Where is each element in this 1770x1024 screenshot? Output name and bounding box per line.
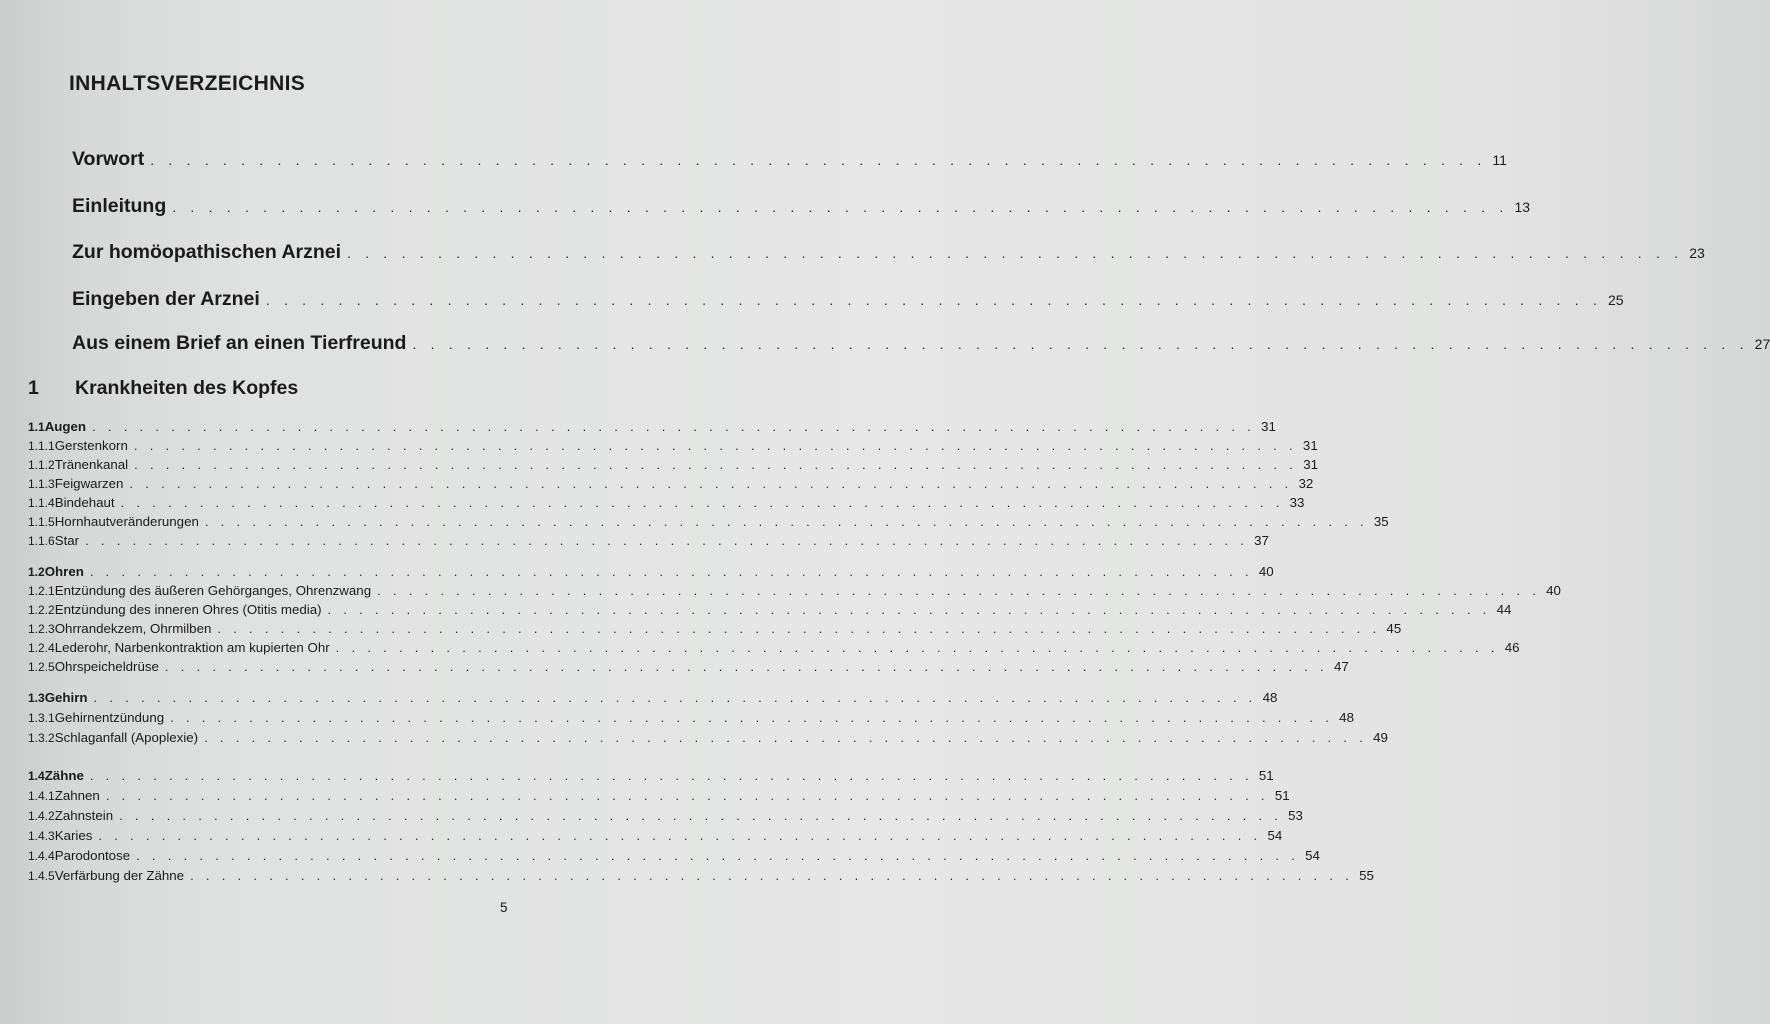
section-page: 48: [1262, 690, 1278, 705]
section-label: Gehirnentzündung: [54, 710, 165, 725]
leader-dots: . . . . . . . . . . . . . . . . . . . . . . . . . . . . . . . . . . . . . . . . . . . . . . . . . . . . . . . . . . . . . . . . . . . . . . . . . .: [136, 848, 1300, 863]
toc-subsection: [28, 583, 1561, 598]
section-number: 1.4.2: [28, 809, 55, 823]
section-number: 1.4.4: [28, 849, 55, 863]
toc-entry-arznei: [72, 241, 1705, 264]
section-number: 1.1.1: [28, 439, 55, 453]
section-page: 55: [1359, 868, 1374, 883]
section-page: 40: [1258, 564, 1274, 579]
toc-subsection: [28, 848, 1320, 863]
toc-subsection: [28, 533, 1269, 548]
section-number: 1.3.1: [28, 711, 55, 725]
toc-subsection: [28, 495, 1305, 510]
section-number: 1.1.2: [28, 458, 55, 472]
section-label: Entzündung des inneren Ohres (Otitis media): [54, 602, 322, 617]
chapter-heading: [28, 377, 298, 400]
section-number: 1.4: [28, 769, 45, 783]
toc-subsection: [28, 788, 1290, 803]
section-number: 1.4.1: [28, 789, 55, 803]
leader-dots: . . . . . . . . . . . . . . . . . . . . . . . . . . . . . . . . . . . . . . . . . . . . . . . . . . . . . . . . . . . . . . . . . . . . . . . . . .: [92, 419, 1256, 434]
section-number: 1.2.3: [28, 622, 55, 636]
toc-entry-eingeben: [72, 288, 1624, 311]
section-number: 1.1.4: [28, 496, 55, 510]
section-label: Zahnstein: [54, 808, 114, 823]
section-page: 54: [1267, 828, 1283, 843]
section-page: 32: [1298, 476, 1314, 491]
section-label: Verfärbung der Zähne: [54, 868, 185, 883]
section-label: Parodontose: [54, 848, 131, 863]
leader-dots: . . . . . . . . . . . . . . . . . . . . . . . . . . . . . . . . . . . . . . . . . . . . . . . . . . . . . . . . . . . . . . . . . . . . . . . . . .: [190, 868, 1354, 883]
toc-subsection: [28, 640, 1520, 655]
section-label: Ohrrandekzem, Ohrmilben: [54, 621, 212, 636]
toc-entry-einleitung: [72, 195, 1531, 218]
section-page: 33: [1289, 495, 1305, 510]
section-label: Zähne: [44, 768, 84, 783]
leader-dots: . . . . . . . . . . . . . . . . . . . . . . . . . . . . . . . . . . . . . . . . . . . . . . . . . . . . . . . . . . . . . . . . . . . . . . . . . .: [204, 514, 1368, 529]
section-label: Zahnen: [54, 788, 100, 803]
toc-subsection: [28, 659, 1349, 674]
page-title: INHALTSVERZEICHNIS: [69, 72, 306, 95]
toc-entry-label: Eingeben der Arznei: [72, 288, 260, 310]
toc-entry-page: 25: [1608, 292, 1624, 308]
leader-dots: . . . . . . . . . . . . . . . . . . . . . . . . . . . . . . . . . . . . . . . . . . . . . . . . . . . . . . . . . . . . . . . . . . . . . . . . . .: [172, 199, 1509, 215]
toc-entry-page: 23: [1689, 245, 1705, 261]
leader-dots: . . . . . . . . . . . . . . . . . . . . . . . . . . . . . . . . . . . . . . . . . . . . . . . . . . . . . . . . . . . . . . . . . . . . . . . . . .: [105, 788, 1269, 803]
toc-subsection: [28, 457, 1318, 472]
section-page: 37: [1254, 533, 1269, 548]
section-label: Feigwarzen: [54, 476, 124, 491]
page-number: 5: [500, 900, 508, 915]
leader-dots: . . . . . . . . . . . . . . . . . . . . . . . . . . . . . . . . . . . . . . . . . . . . . . . . . . . . . . . . . . . . . . . . . . . . . . . . . .: [335, 640, 1499, 655]
leader-dots: . . . . . . . . . . . . . . . . . . . . . . . . . . . . . . . . . . . . . . . . . . . . . . . . . . . . . . . . . . . . . . . . . . . . . . . . . .: [150, 152, 1487, 168]
toc-subsection: [28, 828, 1283, 843]
leader-dots: . . . . . . . . . . . . . . . . . . . . . . . . . . . . . . . . . . . . . . . . . . . . . . . . . . . . . . . . . . . . . . . . . . . . . . . . . .: [412, 336, 1749, 352]
chapter-title: Krankheiten des Kopfes: [75, 377, 299, 399]
leader-dots: . . . . . . . . . . . . . . . . . . . . . . . . . . . . . . . . . . . . . . . . . . . . . . . . . . . . . . . . . . . . . . . . . . . . . . . . . .: [89, 768, 1253, 783]
toc-entry-page: 27: [1754, 336, 1770, 352]
section-number: 1.4.5: [28, 869, 55, 883]
section-number: 1.4.3: [28, 829, 55, 843]
leader-dots: . . . . . . . . . . . . . . . . . . . . . . . . . . . . . . . . . . . . . . . . . . . . . . . . . . . . . . . . . . . . . . . . . . . . . . . . . .: [170, 710, 1334, 725]
section-label: Karies: [54, 828, 93, 843]
section-label: Ohren: [44, 564, 84, 579]
section-number: 1.1: [28, 420, 45, 434]
leader-dots: . . . . . . . . . . . . . . . . . . . . . . . . . . . . . . . . . . . . . . . . . . . . . . . . . . . . . . . . . . . . . . . . . . . . . . . . . .: [377, 583, 1541, 598]
toc-subsection: [28, 710, 1354, 725]
section-page: 47: [1333, 659, 1349, 674]
toc-section: [28, 690, 1278, 705]
toc-subsection: [28, 868, 1374, 883]
section-page: 31: [1302, 438, 1318, 453]
toc-entry-label: Einleitung: [72, 195, 167, 217]
section-page: 31: [1303, 457, 1318, 472]
leader-dots: . . . . . . . . . . . . . . . . . . . . . . . . . . . . . . . . . . . . . . . . . . . . . . . . . . . . . . . . . . . . . . . . . . . . . . . . . .: [129, 476, 1293, 491]
section-label: Gehirn: [44, 690, 88, 705]
toc-section: [28, 419, 1276, 434]
leader-dots: . . . . . . . . . . . . . . . . . . . . . . . . . . . . . . . . . . . . . . . . . . . . . . . . . . . . . . . . . . . . . . . . . . . . . . . . . .: [85, 533, 1249, 548]
toc-entry-vorwort: [72, 148, 1507, 171]
section-page: 35: [1373, 514, 1389, 529]
section-number: 1.2.1: [28, 584, 55, 598]
leader-dots: . . . . . . . . . . . . . . . . . . . . . . . . . . . . . . . . . . . . . . . . . . . . . . . . . . . . . . . . . . . . . . . . . . . . . . . . . .: [119, 808, 1283, 823]
leader-dots: . . . . . . . . . . . . . . . . . . . . . . . . . . . . . . . . . . . . . . . . . . . . . . . . . . . . . . . . . . . . . . . . . . . . . . . . . .: [265, 292, 1602, 308]
section-page: 53: [1288, 808, 1303, 823]
section-page: 44: [1496, 602, 1512, 617]
section-page: 31: [1261, 419, 1276, 434]
toc-section: [28, 768, 1274, 783]
toc-section: [28, 564, 1274, 579]
leader-dots: . . . . . . . . . . . . . . . . . . . . . . . . . . . . . . . . . . . . . . . . . . . . . . . . . . . . . . . . . . . . . . . . . . . . . . . . . .: [347, 245, 1684, 261]
leader-dots: . . . . . . . . . . . . . . . . . . . . . . . . . . . . . . . . . . . . . . . . . . . . . . . . . . . . . . . . . . . . . . . . . . . . . . . . . .: [93, 690, 1257, 705]
chapter-number: 1: [28, 377, 39, 399]
toc-entry-label: Aus einem Brief an einen Tierfreund: [72, 332, 407, 354]
section-number: 1.1.3: [28, 477, 55, 491]
toc-subsection: [28, 621, 1402, 636]
toc-subsection: [28, 602, 1512, 617]
toc-subsection: [28, 438, 1318, 453]
section-label: Gerstenkorn: [54, 438, 128, 453]
section-page: 45: [1386, 621, 1402, 636]
section-label: Schlaganfall (Apoplexie): [54, 730, 199, 745]
section-label: Tränenkanal: [54, 457, 129, 472]
section-page: 48: [1339, 710, 1354, 725]
section-number: 1.2.2: [28, 603, 55, 617]
toc-subsection: [28, 730, 1388, 745]
section-number: 1.2.4: [28, 641, 55, 655]
toc-entry-brief: [72, 332, 1770, 355]
section-page: 54: [1305, 848, 1320, 863]
leader-dots: . . . . . . . . . . . . . . . . . . . . . . . . . . . . . . . . . . . . . . . . . . . . . . . . . . . . . . . . . . . . . . . . . . . . . . . . . .: [89, 564, 1253, 579]
section-number: 1.1.6: [28, 534, 55, 548]
section-number: 1.3: [28, 691, 45, 705]
leader-dots: . . . . . . . . . . . . . . . . . . . . . . . . . . . . . . . . . . . . . . . . . . . . . . . . . . . . . . . . . . . . . . . . . . . . . . . . . .: [327, 602, 1491, 617]
section-number: 1.2.5: [28, 660, 55, 674]
section-page: 51: [1258, 768, 1274, 783]
section-number: 1.2: [28, 565, 45, 579]
toc-subsection: [28, 514, 1389, 529]
leader-dots: . . . . . . . . . . . . . . . . . . . . . . . . . . . . . . . . . . . . . . . . . . . . . . . . . . . . . . . . . . . . . . . . . . . . . . . . . .: [98, 828, 1262, 843]
section-label: Augen: [44, 419, 87, 434]
section-page: 51: [1274, 788, 1290, 803]
section-label: Ohrspeicheldrüse: [54, 659, 159, 674]
toc-entry-label: Zur homöopathischen Arznei: [72, 241, 342, 263]
toc-entry-page: 13: [1514, 199, 1531, 215]
section-page: 40: [1546, 583, 1561, 598]
section-number: 1.1.5: [28, 515, 55, 529]
toc-subsection: [28, 808, 1303, 823]
section-label: Star: [54, 533, 80, 548]
leader-dots: . . . . . . . . . . . . . . . . . . . . . . . . . . . . . . . . . . . . . . . . . . . . . . . . . . . . . . . . . . . . . . . . . . . . . . . . . .: [204, 730, 1368, 745]
section-label: Entzündung des äußeren Gehörganges, Ohrenzwang: [54, 583, 372, 598]
section-label: Lederohr, Narbenkontraktion am kupierten Ohr: [54, 640, 330, 655]
leader-dots: . . . . . . . . . . . . . . . . . . . . . . . . . . . . . . . . . . . . . . . . . . . . . . . . . . . . . . . . . . . . . . . . . . . . . . . . . .: [134, 457, 1298, 472]
section-label: Bindehaut: [54, 495, 115, 510]
toc-subsection: [28, 476, 1314, 491]
leader-dots: . . . . . . . . . . . . . . . . . . . . . . . . . . . . . . . . . . . . . . . . . . . . . . . . . . . . . . . . . . . . . . . . . . . . . . . . . .: [133, 438, 1297, 453]
leader-dots: . . . . . . . . . . . . . . . . . . . . . . . . . . . . . . . . . . . . . . . . . . . . . . . . . . . . . . . . . . . . . . . . . . . . . . . . . .: [164, 659, 1328, 674]
section-number: 1.3.2: [28, 731, 55, 745]
leader-dots: . . . . . . . . . . . . . . . . . . . . . . . . . . . . . . . . . . . . . . . . . . . . . . . . . . . . . . . . . . . . . . . . . . . . . . . . . .: [217, 621, 1381, 636]
toc-entry-label: Vorwort: [72, 148, 145, 170]
section-label: Hornhautveränderungen: [54, 514, 199, 529]
section-page: 49: [1373, 730, 1388, 745]
toc-entry-page: 11: [1492, 152, 1507, 168]
leader-dots: . . . . . . . . . . . . . . . . . . . . . . . . . . . . . . . . . . . . . . . . . . . . . . . . . . . . . . . . . . . . . . . . . . . . . . . . . .: [120, 495, 1284, 510]
section-page: 46: [1504, 640, 1520, 655]
